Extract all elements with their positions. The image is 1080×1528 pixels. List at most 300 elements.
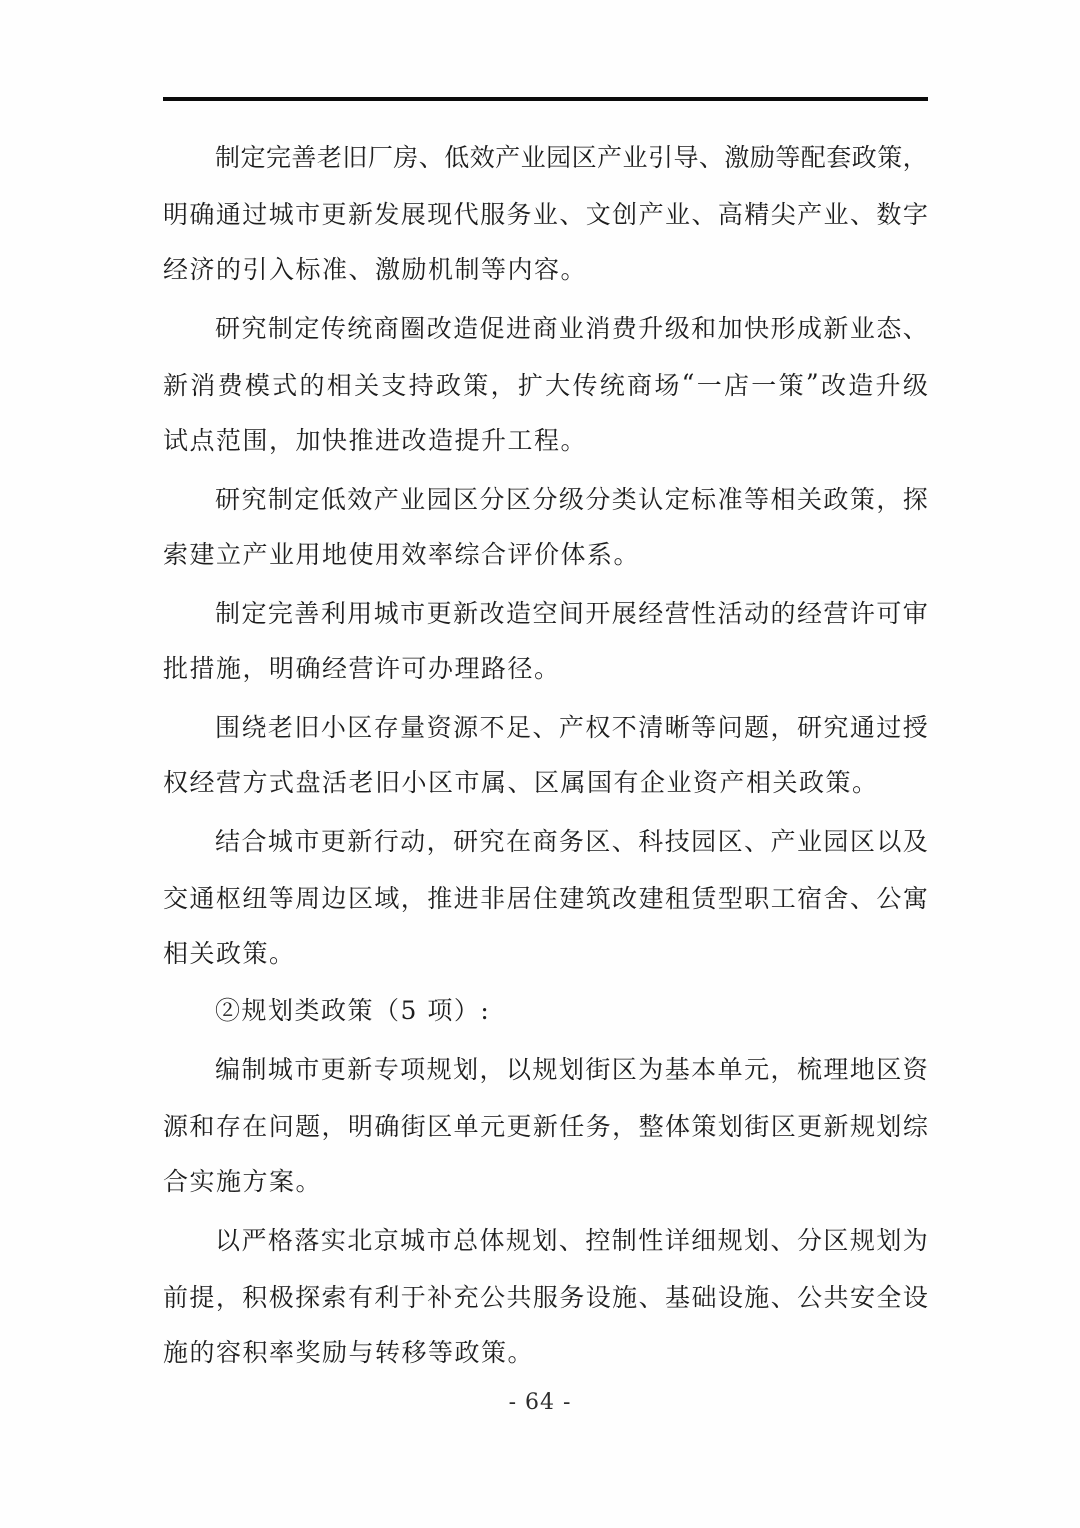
glyph: 配 (800, 142, 826, 172)
text-line (163, 697, 928, 754)
document-body (163, 127, 928, 1381)
glyph: 区 (427, 1111, 453, 1141)
glyph: 格 (267, 1225, 293, 1255)
glyph: 新 (347, 826, 373, 856)
glyph: 通 (215, 199, 241, 229)
glyph: 利 (320, 598, 346, 628)
glyph: 店 (724, 370, 750, 400)
glyph: 升 (875, 370, 901, 400)
text-line: 合实施方案。 (163, 1167, 323, 1196)
glyph: 形 (770, 313, 796, 343)
glyph: 基 (664, 1054, 690, 1084)
glyph: 业 (558, 313, 584, 343)
glyph: 筑 (585, 883, 611, 913)
glyph: 充 (453, 1282, 479, 1312)
glyph: 导 (673, 142, 699, 172)
glyph: 数 (876, 199, 902, 229)
glyph: 营 (823, 598, 849, 628)
glyph: 探 (295, 1282, 321, 1312)
glyph: 市 (295, 199, 321, 229)
glyph: 研 (215, 484, 241, 514)
glyph: 体 (479, 1225, 505, 1255)
glyph: 安 (849, 1282, 875, 1312)
text-line (163, 1267, 928, 1324)
glyph: “ (681, 369, 695, 398)
glyph: 源 (453, 712, 479, 742)
glyph: 政 (851, 142, 877, 172)
glyph: 前 (163, 1282, 189, 1312)
glyph: 纽 (242, 883, 268, 913)
glyph: 务 (558, 826, 584, 856)
glyph: 政 (435, 370, 461, 400)
glyph: 制 (241, 1054, 267, 1084)
glyph: 成 (796, 313, 822, 343)
glyph: 创 (612, 199, 638, 229)
glyph: 商 (532, 826, 558, 856)
glyph: 、 (559, 199, 585, 229)
text-line (163, 583, 928, 640)
glyph: 共 (506, 1282, 532, 1312)
glyph: 施 (744, 1282, 770, 1312)
glyph: 规 (849, 1111, 875, 1141)
glyph: 设 (585, 1282, 611, 1312)
glyph: 研 (215, 313, 241, 343)
glyph: 活 (717, 598, 743, 628)
glyph: 舍 (823, 883, 849, 913)
glyph: 综 (902, 1111, 928, 1141)
glyph: 积 (242, 1282, 268, 1312)
glyph: 改 (612, 883, 638, 913)
glyph: 策 (877, 142, 903, 172)
glyph: 可 (876, 598, 902, 628)
glyph: 、 (849, 199, 875, 229)
glyph: 式 (272, 370, 298, 400)
glyph: 赁 (691, 883, 717, 913)
text-line: 试点范围，加快推进改造提升工程。 (163, 426, 588, 455)
glyph: 北 (347, 1225, 373, 1255)
glyph: 有 (347, 1282, 373, 1312)
glyph: 等 (775, 142, 801, 172)
glyph: 职 (744, 883, 770, 913)
text-line (163, 1039, 928, 1096)
glyph: 费 (611, 313, 637, 343)
glyph: 理 (823, 1054, 849, 1084)
glyph: 服 (532, 1282, 558, 1312)
header-rule (163, 97, 928, 101)
glyph: 基 (665, 1282, 691, 1312)
glyph: 型 (717, 883, 743, 913)
glyph: 元 (480, 1111, 506, 1141)
glyph: 模 (244, 370, 270, 400)
glyph: 规 (849, 1225, 875, 1255)
glyph: 关 (796, 484, 822, 514)
text-line: 施的容积率奖励与转移等政策。 (163, 1338, 535, 1367)
glyph: 区 (770, 1111, 796, 1141)
glyph: 域 (374, 883, 400, 913)
text-line: 权经营方式盘活老旧小区市属、区属国有企业资产相关政策。 (163, 768, 879, 797)
glyph: 制 (215, 598, 241, 628)
glyph: 、 (532, 712, 558, 742)
glyph: 区 (849, 826, 875, 856)
glyph: 许 (849, 598, 875, 628)
glyph: 街 (400, 1111, 426, 1141)
glyph: 级 (664, 313, 690, 343)
glyph: 定 (294, 313, 320, 343)
glyph: 规 (505, 1225, 531, 1255)
glyph: 足 (505, 712, 531, 742)
text-line (163, 298, 928, 355)
glyph: 更 (320, 1054, 346, 1084)
glyph: 等 (744, 484, 770, 514)
glyph: 性 (638, 1225, 664, 1255)
glyph: 扩 (517, 370, 543, 400)
glyph: 业 (665, 199, 691, 229)
glyph: 于 (400, 1282, 426, 1312)
glyph: 业 (532, 199, 558, 229)
glyph: 任 (559, 1111, 585, 1141)
glyph: 展 (611, 598, 637, 628)
glyph: 项 (400, 1054, 426, 1084)
glyph: 园 (823, 826, 849, 856)
glyph: 字 (902, 199, 928, 229)
glyph: 务 (506, 199, 532, 229)
text-line: 索建立产业用地使用效率综合评价体系。 (163, 540, 641, 569)
glyph: 、 (611, 826, 637, 856)
glyph: 本 (691, 1054, 717, 1084)
glyph: 区 (585, 826, 611, 856)
glyph: 场 (654, 370, 680, 400)
glyph: 究 (823, 712, 849, 742)
body-paragraph (163, 583, 928, 697)
glyph: 极 (268, 1282, 294, 1312)
glyph: 快 (744, 313, 770, 343)
glyph: 产 (373, 484, 399, 514)
glyph: 存 (215, 1111, 241, 1141)
glyph: 问 (717, 712, 743, 742)
glyph: 造 (505, 598, 531, 628)
section-heading (163, 982, 928, 1039)
glyph: 通 (849, 712, 875, 742)
glyph: 和 (691, 313, 717, 343)
glyph: 确 (374, 1111, 400, 1141)
glyph: 态 (876, 313, 902, 343)
glyph: 文 (585, 199, 611, 229)
text-line (163, 868, 928, 925)
glyph: 区 (876, 1054, 902, 1084)
glyph: 商 (627, 370, 653, 400)
glyph: 老 (316, 142, 342, 172)
glyph: 房 (393, 142, 419, 172)
glyph: 策 (849, 484, 875, 514)
glyph: 产 (770, 826, 796, 856)
glyph: 资 (902, 1054, 928, 1084)
glyph: 业 (400, 484, 426, 514)
glyph: 划 (453, 1054, 479, 1084)
glyph: 完 (265, 142, 291, 172)
text-line (163, 1096, 928, 1153)
glyph: 划 (717, 1111, 743, 1141)
glyph: 设 (717, 1282, 743, 1312)
glyph: 老 (267, 712, 293, 742)
glyph: 性 (691, 598, 717, 628)
glyph: 整 (638, 1111, 664, 1141)
glyph: 在 (242, 1111, 268, 1141)
glyph: 策 (691, 1111, 717, 1141)
glyph: 更 (506, 1111, 532, 1141)
glyph: 套 (826, 142, 852, 172)
glyph: 公 (480, 1282, 506, 1312)
glyph: 建 (638, 883, 664, 913)
text-line (163, 1210, 928, 1267)
glyph: 区 (505, 484, 531, 514)
text-line: ②规划类政策（5 项）: (215, 996, 491, 1025)
glyph: 划 (532, 1225, 558, 1255)
glyph: 关 (354, 370, 380, 400)
glyph: 业 (622, 142, 648, 172)
glyph: 新 (532, 1111, 558, 1141)
glyph: 租 (665, 883, 691, 913)
glyph: 制 (267, 313, 293, 343)
glyph: 传 (572, 370, 598, 400)
glyph: 营 (664, 598, 690, 628)
glyph: 研 (453, 826, 479, 856)
glyph: 开 (585, 598, 611, 628)
glyph: 详 (664, 1225, 690, 1255)
glyph: ， (490, 370, 516, 400)
glyph: ， (770, 1054, 796, 1084)
glyph: 区 (717, 826, 743, 856)
glyph: 科 (638, 826, 664, 856)
glyph: 公 (797, 1282, 823, 1312)
glyph: 以 (505, 1054, 531, 1084)
glyph: 细 (691, 1225, 717, 1255)
glyph: 大 (545, 370, 571, 400)
glyph: 实 (320, 1225, 346, 1255)
glyph: 街 (744, 1111, 770, 1141)
glyph: 动 (744, 598, 770, 628)
glyph: 合 (241, 826, 267, 856)
glyph: 结 (215, 826, 241, 856)
glyph: 服 (480, 199, 506, 229)
glyph: 周 (295, 883, 321, 913)
glyph: 准 (717, 484, 743, 514)
glyph: 市 (294, 826, 320, 856)
glyph: 制 (267, 484, 293, 514)
glyph: 推 (427, 883, 453, 913)
glyph: 、 (744, 826, 770, 856)
glyph: 通 (189, 883, 215, 913)
glyph: 京 (373, 1225, 399, 1255)
glyph: 市 (426, 1225, 452, 1255)
glyph: 标 (691, 484, 717, 514)
text-line (163, 184, 928, 241)
glyph: 效 (347, 484, 373, 514)
glyph: 资 (426, 712, 452, 742)
glyph: 效 (469, 142, 495, 172)
glyph: 低 (320, 484, 346, 514)
glyph: 新 (347, 199, 373, 229)
glyph: 行 (373, 826, 399, 856)
glyph: 利 (374, 1282, 400, 1312)
glyph: 区 (571, 142, 597, 172)
glyph: 善 (294, 598, 320, 628)
glyph: ， (321, 1111, 347, 1141)
glyph: ， (400, 883, 426, 913)
glyph: 编 (215, 1054, 241, 1084)
glyph: 等 (268, 883, 294, 913)
glyph: ， (612, 1111, 638, 1141)
glyph: 级 (558, 484, 584, 514)
glyph: 题 (744, 712, 770, 742)
glyph: 园 (426, 484, 452, 514)
glyph: 划 (876, 1225, 902, 1255)
page-footer (0, 1390, 1080, 1415)
glyph: 过 (876, 712, 902, 742)
glyph: 索 (321, 1282, 347, 1312)
glyph: 一 (751, 370, 777, 400)
glyph: 园 (546, 142, 572, 172)
glyph: 的 (770, 598, 796, 628)
glyph: 总 (453, 1225, 479, 1255)
glyph: 产 (597, 142, 623, 172)
glyph: ， (479, 1054, 505, 1084)
glyph: 设 (902, 1282, 928, 1312)
glyph: 城 (267, 1054, 293, 1084)
glyph: 为 (638, 1054, 664, 1084)
glyph: 用 (347, 598, 373, 628)
glyph: 统 (347, 313, 373, 343)
glyph: 公 (876, 883, 902, 913)
glyph: 规 (717, 1225, 743, 1255)
glyph: 等 (691, 712, 717, 742)
glyph: 务 (585, 1111, 611, 1141)
glyph: 制 (611, 1225, 637, 1255)
glyph: 业 (796, 826, 822, 856)
glyph: 街 (585, 1054, 611, 1084)
glyph: 政 (823, 484, 849, 514)
glyph: 为 (902, 1225, 928, 1255)
glyph: 、 (770, 1282, 796, 1312)
glyph: 、 (902, 313, 928, 343)
glyph: 究 (241, 484, 267, 514)
glyph: 提 (189, 1282, 215, 1312)
glyph: 市 (294, 1054, 320, 1084)
glyph: 围 (215, 712, 241, 742)
glyph: 区 (347, 712, 373, 742)
glyph: 问 (268, 1111, 294, 1141)
glyph: 造 (453, 313, 479, 343)
glyph: 划 (876, 1111, 902, 1141)
glyph: 区 (611, 1054, 637, 1084)
glyph: 更 (426, 598, 452, 628)
glyph: 源 (163, 1111, 189, 1141)
body-paragraph (163, 127, 928, 298)
glyph: 住 (532, 883, 558, 913)
glyph: 城 (400, 1225, 426, 1255)
glyph: 制 (215, 142, 241, 172)
glyph: ， (876, 484, 902, 514)
glyph: 产 (638, 199, 664, 229)
glyph: 新 (453, 598, 479, 628)
glyph: 消 (190, 370, 216, 400)
glyph: 低 (444, 142, 470, 172)
glyph: 探 (902, 484, 928, 514)
glyph: 高 (717, 199, 743, 229)
glyph: 城 (267, 826, 293, 856)
glyph: 以 (876, 826, 902, 856)
glyph: 经 (638, 598, 664, 628)
glyph: 体 (665, 1111, 691, 1141)
glyph: 、 (558, 1225, 584, 1255)
text-line (163, 811, 928, 868)
glyph: ， (215, 1282, 241, 1312)
glyph: 及 (902, 826, 928, 856)
glyph: 区 (453, 484, 479, 514)
glyph: 代 (453, 199, 479, 229)
glyph: 改 (820, 370, 846, 400)
glyph: 加 (717, 313, 743, 343)
glyph: 造 (848, 370, 874, 400)
text-line: 经济的引入标准、激励机制等内容。 (163, 255, 588, 284)
glyph: 商 (373, 313, 399, 343)
glyph: 相 (770, 484, 796, 514)
glyph: 现 (427, 199, 453, 229)
glyph: 园 (691, 826, 717, 856)
body-paragraph (163, 811, 928, 982)
glyph: 圈 (400, 313, 426, 343)
body-paragraph (163, 1210, 928, 1381)
glyph: 区 (823, 1225, 849, 1255)
glyph: 以 (215, 1225, 241, 1255)
glyph: 分 (532, 484, 558, 514)
glyph: 厂 (367, 142, 393, 172)
glyph: 枢 (215, 883, 241, 913)
glyph: 居 (506, 883, 532, 913)
glyph: 边 (321, 883, 347, 913)
glyph: ” (805, 369, 819, 398)
glyph: 分 (796, 1225, 822, 1255)
glyph: ， (770, 712, 796, 742)
glyph: 、 (418, 142, 444, 172)
glyph: 更 (321, 199, 347, 229)
glyph: 明 (347, 1111, 373, 1141)
glyph: 研 (796, 712, 822, 742)
glyph: 城 (373, 598, 399, 628)
glyph: 业 (823, 199, 849, 229)
glyph: 定 (240, 142, 266, 172)
glyph: 控 (585, 1225, 611, 1255)
glyph: 不 (479, 712, 505, 742)
glyph: 非 (480, 883, 506, 913)
glyph: 定 (241, 598, 267, 628)
glyph: 空 (532, 598, 558, 628)
glyph: 定 (294, 484, 320, 514)
glyph: 业 (849, 313, 875, 343)
glyph: ， (902, 142, 928, 172)
glyph: 梳 (796, 1054, 822, 1084)
glyph: 授 (902, 712, 928, 742)
glyph: 定 (664, 484, 690, 514)
glyph: 精 (744, 199, 770, 229)
glyph: 划 (744, 1225, 770, 1255)
text-line (163, 469, 928, 526)
glyph: 绕 (241, 712, 267, 742)
glyph: 题 (295, 1111, 321, 1141)
glyph: 分 (479, 484, 505, 514)
glyph: 产 (495, 142, 521, 172)
glyph: 新 (823, 313, 849, 343)
glyph: 、 (849, 883, 875, 913)
